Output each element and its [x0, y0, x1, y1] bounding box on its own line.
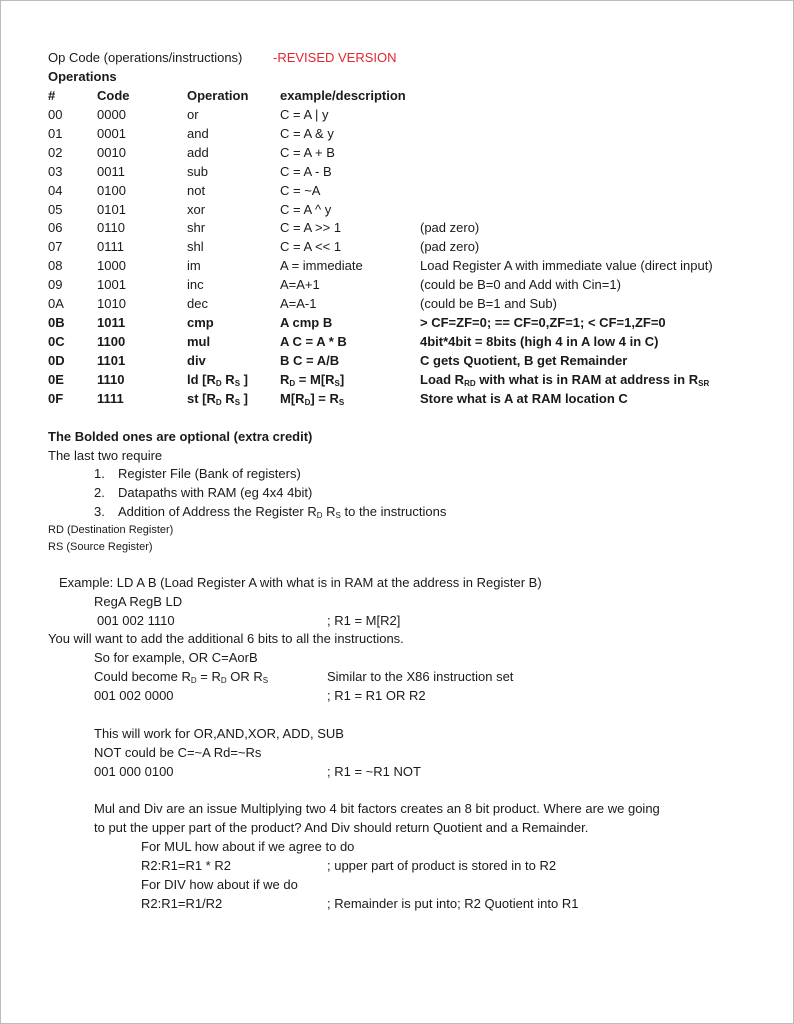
opcode-binary: 0111 [97, 239, 124, 255]
opcode-binary: 0110 [97, 220, 125, 236]
opcode-operation: mul [187, 333, 211, 349]
want-note: You will want to add the additional 6 bits to all the instructions. [48, 631, 404, 646]
opcode-operation: shl [187, 239, 204, 255]
opcode-example: C = A ^ y [280, 201, 332, 217]
example-bits-comment: ; R1 = M[R2] [327, 613, 401, 628]
muldiv-line1: Mul and Div are an issue Multiplying two 4 bit factors creates an 8 bit product. Where are we going [94, 801, 660, 816]
opcode-binary: 1001 [97, 277, 126, 293]
section-heading: Operations [48, 69, 117, 84]
opcode-operation: not [187, 182, 206, 198]
table-header-cell: # [48, 88, 56, 103]
opcode-operation: sub [187, 163, 208, 179]
opcode-number: 09 [48, 277, 63, 293]
opcode-operation: or [187, 107, 199, 122]
opcode-binary: 1110 [97, 371, 125, 387]
opcode-example: A cmp B [280, 314, 333, 330]
rd-definition: RD (Destination Register) [48, 524, 174, 536]
opcode-number: 0E [48, 371, 64, 387]
opcode-binary: 1000 [97, 258, 126, 274]
or-bits: 001 002 0000 [94, 688, 174, 703]
opcode-example: $M[R_D] = R_S$ [280, 390, 345, 407]
opcode-number: 02 [48, 144, 63, 160]
div-comment: ; Remainder is put into; R2 Quotient into R1 [327, 896, 579, 911]
opcode-operation: cmp [187, 314, 214, 330]
opcode-operation: inc [187, 277, 204, 293]
example-intro: Example: LD A B (Load Register A with what is in RAM at the address in Register B) [59, 575, 542, 590]
opcode-number: 04 [48, 182, 63, 198]
muldiv-line2: to put the upper part of the product? And Div should return Quotient and a Remainder. [94, 820, 589, 835]
opcode-operation: and [187, 125, 209, 141]
doc-title: Op Code (operations/instructions) [48, 50, 243, 65]
similar-note: Similar to the X86 instruction set [327, 669, 514, 684]
opcode-binary: 0010 [97, 144, 126, 160]
opcode-example: C = A << 1 [280, 239, 342, 255]
opcode-binary: 1101 [97, 352, 126, 368]
opcode-example: A C = A * B [280, 333, 347, 349]
opcode-example: C = A & y [280, 125, 334, 141]
mul-expr: R2:R1=R1 * R2 [141, 858, 231, 873]
opcode-number: 0F [48, 390, 64, 406]
optional-note: The Bolded ones are optional (extra credit) [48, 429, 313, 444]
opcode-number: 03 [48, 163, 63, 179]
opcode-note: > CF=ZF=0; == CF=0,ZF=1; < CF=1,ZF=0 [420, 314, 666, 330]
opcode-example: C = A | y [280, 107, 329, 122]
opcode-number: 06 [48, 220, 63, 236]
opcode-number: 08 [48, 258, 63, 274]
works-note: This will work for OR,AND,XOR, ADD, SUB [94, 726, 344, 741]
opcode-operation: add [187, 144, 209, 160]
opcode-note: (could be B=0 and Add with Cin=1) [420, 277, 621, 293]
revised-label: -REVISED VERSION [273, 50, 397, 65]
list-number: 1. [94, 466, 105, 481]
opcode-note: 4bit*4bit = 8bits (high 4 in A low 4 in C) [420, 333, 659, 349]
opcode-operation: ld [$R_D$ $R_S$ ] [187, 371, 248, 388]
opcode-number: 0C [48, 333, 65, 349]
opcode-note: (pad zero) [420, 220, 480, 236]
opcode-number: 0A [48, 296, 64, 311]
opcode-example: C = A + B [280, 144, 335, 160]
opcode-number: 07 [48, 239, 63, 255]
opcode-note: (pad zero) [420, 239, 480, 255]
example-bits: 001 002 1110 [97, 613, 175, 628]
list-item: Addition of Address the Register $R_D$ $R_S$ to the instructions [118, 504, 447, 520]
opcode-example: A=A-1 [280, 296, 317, 311]
opcode-example: B C = A/B [280, 352, 340, 368]
opcode-binary: 1010 [97, 296, 126, 311]
opcode-number: 0D [48, 352, 65, 368]
opcode-binary: 1011 [97, 314, 126, 330]
require-note: The last two require [48, 448, 163, 463]
opcode-example: A=A+1 [280, 277, 320, 293]
opcode-binary: 0100 [97, 182, 126, 198]
table-header-cell: Operation [187, 88, 249, 103]
list-item: Register File (Bank of registers) [118, 466, 301, 481]
could-become: Could become $R_D = R_D$ OR $R_S$ [94, 669, 269, 685]
not-comment: ; R1 = ~R1 NOT [327, 764, 421, 779]
opcode-note: Load Register A with immediate value (direct input) [420, 258, 713, 274]
opcode-binary: 1100 [97, 333, 126, 349]
so-example: So for example, OR C=AorB [94, 650, 258, 665]
list-number: 3. [94, 504, 105, 519]
opcode-number: 01 [48, 125, 63, 141]
not-bits: 001 000 0100 [94, 764, 174, 779]
opcode-number: 0B [48, 314, 65, 330]
opcode-binary: 1111 [97, 390, 124, 406]
opcode-example: C = A >> 1 [280, 220, 342, 236]
opcode-binary: 0000 [97, 107, 126, 122]
opcode-example: A = immediate [280, 258, 363, 274]
div-expr: R2:R1=R1/R2 [141, 896, 223, 911]
example-regs: RegA RegB LD [94, 594, 183, 609]
mul-comment: ; upper part of product is stored in to R2 [327, 858, 557, 873]
opcode-note: Store what is A at RAM location C [420, 390, 628, 406]
opcode-example: C = ~A [280, 182, 321, 198]
opcode-operation: im [187, 258, 201, 274]
opcode-binary: 0001 [97, 125, 126, 141]
opcode-operation: xor [187, 201, 206, 217]
opcode-example: C = A - B [280, 163, 332, 179]
opcode-number: 00 [48, 107, 63, 122]
rs-definition: RS (Source Register) [48, 541, 153, 553]
opcode-operation: st [$R_D$ $R_S$ ] [187, 390, 248, 407]
table-header-cell: Code [97, 88, 130, 103]
opcode-operation: dec [187, 296, 208, 311]
list-item: Datapaths with RAM (eg 4x4 4bit) [118, 485, 313, 500]
opcode-example: $R_D = M[R_S]$ [280, 371, 345, 388]
opcode-note: Load $R_{RD}$ with what is in RAM at address in $R_{SR}$ [420, 371, 710, 388]
opcode-note: C gets Quotient, B get Remainder [420, 352, 628, 368]
table-header-cell: example/description [280, 88, 406, 103]
opcode-operation: shr [187, 220, 206, 236]
opcode-note: (could be B=1 and Sub) [420, 296, 557, 311]
mul-intro: For MUL how about if we agree to do [141, 839, 355, 854]
opcode-operation: div [187, 352, 206, 368]
not-line: NOT could be C=~A Rd=~Rs [94, 745, 262, 760]
list-number: 2. [94, 485, 105, 500]
div-intro: For DIV how about if we do [141, 877, 298, 892]
or-comment: ; R1 = R1 OR R2 [327, 688, 426, 703]
opcode-number: 05 [48, 201, 63, 217]
opcode-binary: 0011 [97, 163, 125, 179]
opcode-binary: 0101 [97, 201, 126, 217]
